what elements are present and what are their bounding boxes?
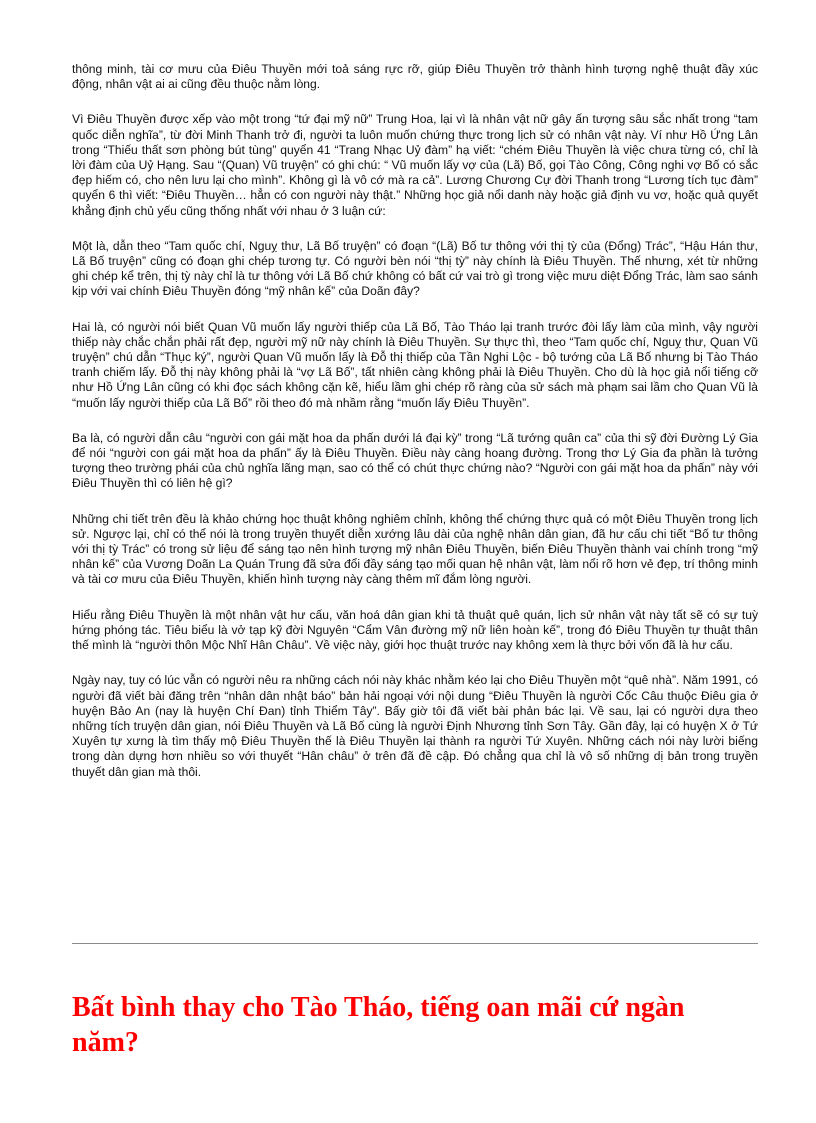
paragraph-modern-claims: Ngày nay, tuy có lúc vẫn có người nêu ra những cách nói này khác nhằm kéo lại cho Điêu Thuyền một “quê nhà”. Năm 1991, có người đã viết bài đăng trên “nhân dân nhật báo” bản hải ngoại với nội dung “Điêu Thuyền là người Cốc Câu thuộc Điêu gia ở huyện Bảo An (nay là huyện Chí Đan) tỉnh Thiểm Tây”. Bấy giờ tôi đã viết bài phản bác lại. Về sau, lại có người dựa theo những tích truyện dân gian, nói Điêu Thuyền và Lã Bố cùng là người Định Nhương tỉnh Sơn Tây. Gần đây, lại có huyện X ở Tứ Xuyên tự xưng là tìm thấy mộ Điêu Thuyền thế là Điêu Thuyền lại thành ra người Tứ Xuyên. Những cách nói này lười biếng trong dàn dựng hơn nhiều so với thuyết “Hân châu” ở trên đã đề cập. Đó chẳng qua chỉ là vô số những dị bản trong truyền thuyết dân gian mà thôi. — [72, 673, 758, 779]
paragraph-fictional-origin: Hiểu rằng Điêu Thuyền là một nhân vật hư cấu, văn hoá dân gian khi tả thuật quê quán, lịch sử nhân vật này tất sẽ có sự tuỳ hứng phóng tác. Tiêu biểu là vở tạp kỹ đời Nguyên “Cẩm Vân đường mỹ nữ liên hoàn kế”, trong đó Điêu Thuyền tự thuật thân thế mình là “người thôn Mộc Nhĩ Hân Châu”. Về việc này, giới học thuật trước nay không xem là thực bởi vốn đã là hư cấu. — [72, 607, 758, 653]
paragraph-argument-three: Ba là, có người dẫn câu “người con gái mặt hoa da phấn dưới lá đại kỳ” trong “Lã tướng quân ca” của thi sỹ đời Đường Lý Gia để nói “người con gái mặt hoa da phấn” ấy là Điêu Thuyền. Điều này càng hoang đường. Trong thơ Lý Gia đa phần là tưởng tượng theo trường phái của chủ nghĩa lãng mạn, sao có thể có chút thực chứng nào? “Người con gái mặt hoa da phấn” này với Điêu Thuyền thì có liên hệ gì? — [72, 430, 758, 491]
section-heading: Bất bình thay cho Tào Tháo, tiếng oan mãi cứ ngàn năm? — [72, 992, 685, 1058]
paragraph-argument-two: Hai là, có người nói biết Quan Vũ muốn lấy người thiếp của Lã Bố, Tào Tháo lại tranh trước đòi lấy làm của mình, vậy người thiếp này chắc chắn phải rất đẹp, người mỹ nữ này chính là Điêu Thuyền. Sự thực thì, theo “Tam quốc chí, Nguỵ thư, Quan Vũ truyện” chú dẫn “Thục ký”, người Quan Vũ muốn lấy là Đỗ thị thiếp của Tần Nghi Lộc - bộ tướng của Lã Bố nhưng bị Tào Tháo tranh chiếm lấy. Đỗ thị này không phải là “vợ Lã Bố”, tất nhiên càng không phải là Điêu Thuyền. Cho dù là học giả nổi tiếng cỡ như Hồ Ứng Lân cũng có khi đọc sách không cặn kẽ, hiểu lầm ghi chép rõ ràng của sử sách mà phạm sai lầm cho Quan Vũ là “muốn lấy người thiếp của Lã Bố” rồi theo đó mà nhầm rằng “muốn lấy Điêu Thuyền”. — [72, 319, 758, 410]
paragraph-historicity-debate: Vì Điêu Thuyền được xếp vào một trong “tứ đại mỹ nữ” Trung Hoa, lại vì là nhân vật nữ gây ấn tượng sâu sắc nhất trong “tam quốc diễn nghĩa”, từ đời Minh Thanh trở đi, người ta luôn muốn chứng thực trong lịch sử có nhân vật này. Ví như Hồ Ứng Lân trong “Thiếu thất sơn phòng bút tùng” quyển 41 “Trang Nhạc Uỷ đàm” hạ viết: “chém Điêu Thuyền là việc chưa từng có, chỉ là lời đàm của Uỷ Hạng. Sau “(Quan) Vũ truyện” có ghi chú: “ Vũ muốn lấy vợ của (Lã) Bố, gọi Tào Công, Công nghi vợ Bố có sắc đẹp hiếm có, cho nên lưu lại cho mình”. Không gì là vô cớ mà ra cả”. Lương Chương Cự đời Thanh trong “Lương tích tục đàm” quyển 6 thì viết: “Điêu Thuyền… hẳn có con người này thật.” Những học giả nổi danh này hoặc giả định vu vơ, hoặc quả quyết khẳng định chủ yếu cũng thống nhất với nhau ở 3 luận cứ: — [72, 112, 758, 218]
section-divider — [72, 943, 758, 944]
paragraph-argument-one: Một là, dẫn theo “Tam quốc chí, Nguỵ thư, Lã Bố truyện” có đoạn “(Lã) Bố tư thông với thị tỳ của (Đổng) Trác”, “Hậu Hán thư, Lã Bố truyện” cũng có đoạn ghi chép tương tự. Có người bèn nói “thị tỳ” này chính là Điêu Thuyền. Thế nhưng, xét từ những ghi chép kể trên, thị tỳ này chỉ là tư thông với Lã Bố chứ không có bất cứ vai trò gì trong việc mưu diệt Đổng Trác, làm sao sánh kịp với vai chính Điêu Thuyền đóng “mỹ nhân kế” của Doãn đây? — [72, 238, 758, 299]
paragraph-conclusion-fiction: Những chi tiết trên đều là khảo chứng học thuật không nghiêm chỉnh, không thể chứng thực quả có một Điêu Thuyền trong lịch sử. Ngược lại, chỉ có thể nói là trong truyền thuyết diễn xướng lâu dài của nghệ nhân dân gian, đã hư cấu chi tiết “Bố tư thông với thị tỳ Trác” có trong sử liệu để sáng tạo nên hình tượng mỹ nhân Điêu Thuyền, biến Điêu Thuyền thành vai chính trong “mỹ nhân kế” của Vương Doãn La Quán Trung đã sửa đổi đầy sáng tạo mối quan hệ nhân vật, làm nổi rõ hơn vẻ đẹp, trí thông minh và tài cơ mưu của Điêu Thuyền, khiến hình tượng này càng thêm mĩ đắm lòng người. — [72, 511, 758, 587]
paragraph-intro-continued: thông minh, tài cơ mưu của Điêu Thuyền mới toả sáng rực rỡ, giúp Điêu Thuyền trở thành hình tượng nghệ thuật đầy xúc động, nhân vật ai ai cũng đều thuộc nằm lòng. — [72, 62, 758, 92]
article-body — [72, 62, 758, 800]
